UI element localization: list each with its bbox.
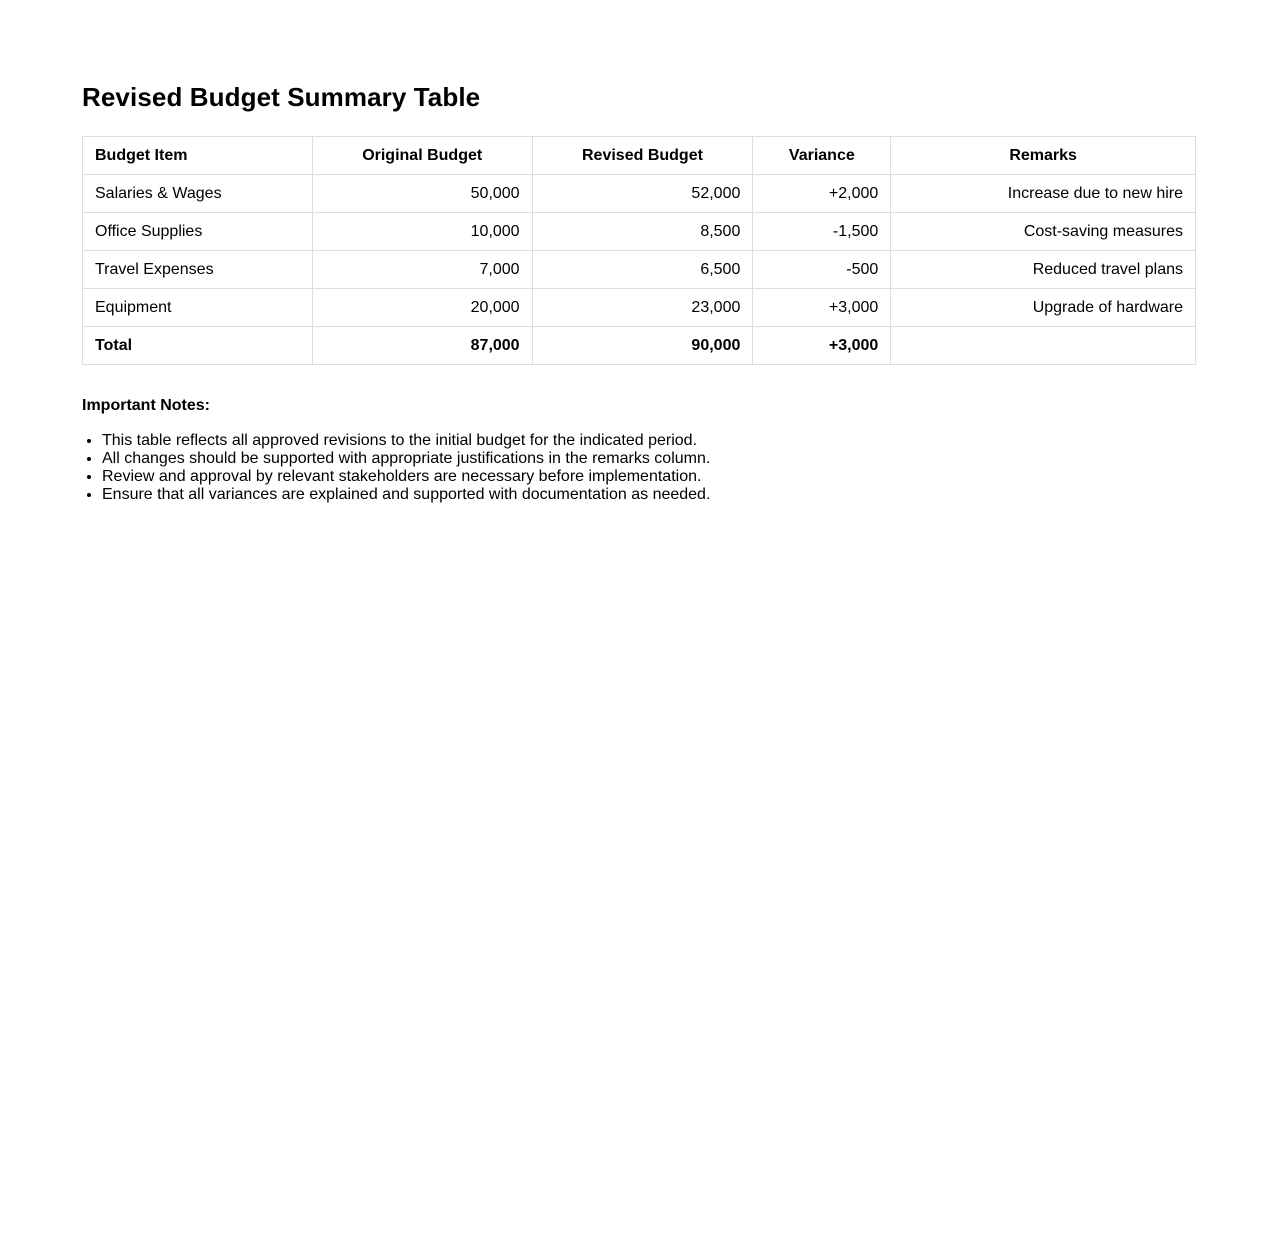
cell-variance: -500 [753,251,891,289]
list-item: • Ensure that all variances are explained and supported with documentation as needed. [102,486,1196,504]
cell-revised-budget: 52,000 [532,175,753,213]
cell-revised-budget: 6,500 [532,251,753,289]
budget-summary-table [82,136,1196,365]
cell-budget-item: Office Supplies [83,213,313,251]
header-original-budget: Original Budget [312,137,532,175]
cell-variance: -1,500 [753,213,891,251]
cell-original-budget: 7,000 [312,251,532,289]
header-budget-item: Budget Item [83,137,313,175]
document-page [0,0,1278,504]
header-remarks: Remarks [891,137,1196,175]
cell-original-budget: 50,000 [312,175,532,213]
table-row [83,213,1196,251]
cell-original-budget: 10,000 [312,213,532,251]
list-item: • This table reflects all approved revisions to the initial budget for the indicated period. [102,432,1196,450]
cell-budget-item: Equipment [83,289,313,327]
cell-remarks: Reduced travel plans [891,251,1196,289]
table-row [83,289,1196,327]
total-remarks [891,327,1196,365]
cell-budget-item: Travel Expenses [83,251,313,289]
cell-revised-budget: 23,000 [532,289,753,327]
total-revised-budget: 90,000 [532,327,753,365]
list-item: • Review and approval by relevant stakeholders are necessary before implementation. [102,468,1196,486]
total-label: Total [83,327,313,365]
total-original-budget: 87,000 [312,327,532,365]
cell-revised-budget: 8,500 [532,213,753,251]
cell-remarks: Increase due to new hire [891,175,1196,213]
cell-variance: +2,000 [753,175,891,213]
notes-heading: Important Notes: [82,397,210,414]
header-revised-budget: Revised Budget [532,137,753,175]
cell-remarks: Upgrade of hardware [891,289,1196,327]
list-item: • All changes should be supported with appropriate justifications in the remarks column. [102,450,1196,468]
notes-list [82,432,1196,504]
table-total-row [83,327,1196,365]
table-row [83,251,1196,289]
header-variance: Variance [753,137,891,175]
table-header-row [83,137,1196,175]
cell-budget-item: Salaries & Wages [83,175,313,213]
cell-variance: +3,000 [753,289,891,327]
table-row [83,175,1196,213]
cell-original-budget: 20,000 [312,289,532,327]
total-variance: +3,000 [753,327,891,365]
cell-remarks: Cost-saving measures [891,213,1196,251]
page-title: Revised Budget Summary Table [82,82,481,112]
